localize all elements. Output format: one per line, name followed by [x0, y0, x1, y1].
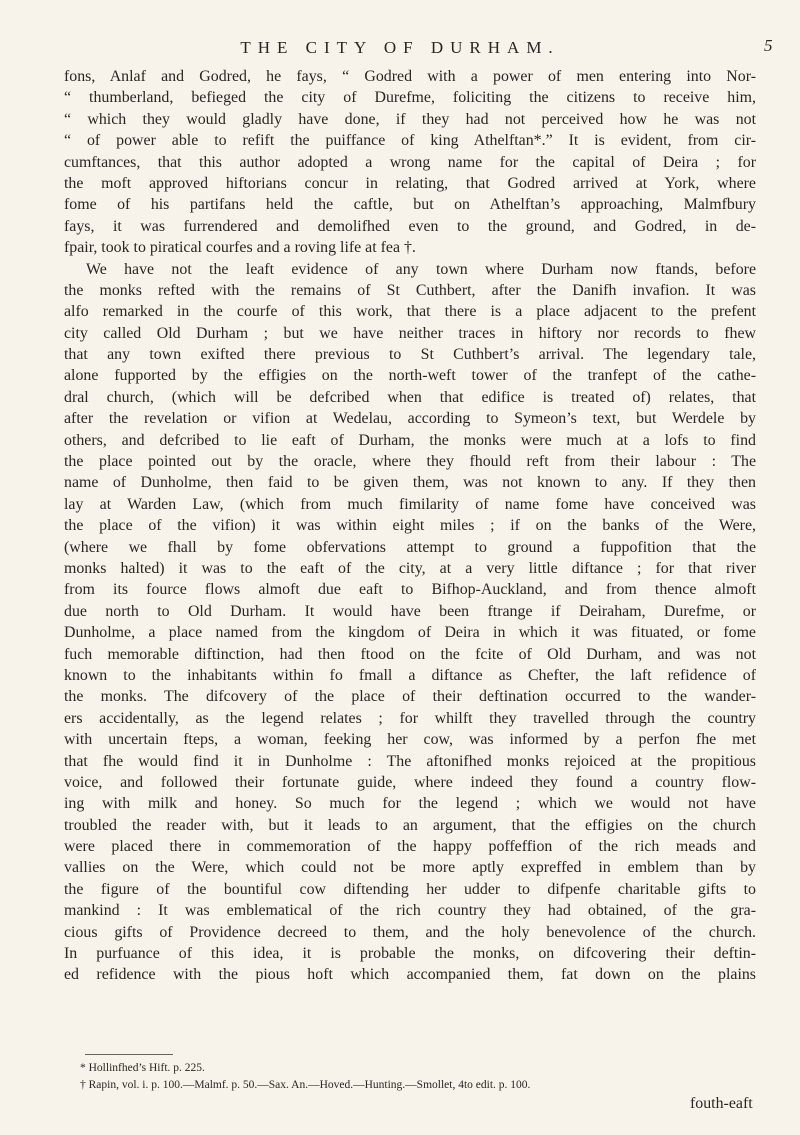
text-line: monks halted) it was to the eaft of the city, at a very little diftance ; for that river [64, 559, 756, 577]
text-line: that fhe would find it in Dunholme : The aftonifhed monks rejoiced at the propitious [64, 752, 756, 770]
text-line: the monks. The difcovery of the place of their deftination occurred to the wander- [64, 688, 756, 706]
page-number: 5 [764, 36, 773, 55]
text-line: ed refidence with the pious hoft which accompanied them, fat down on the plains [64, 966, 756, 984]
text-line: voice, and followed their fortunate guide, where indeed they found a country flow- [64, 773, 756, 791]
text-line: fome of his partifans held the caftle, but on Athelftan’s approaching, Malmfbury [64, 196, 756, 214]
text-line: cumftances, that this author adopted a wrong name for the capital of Deira ; for [64, 153, 756, 171]
text-line: mankind : It was emblematical of the rich country they had obtained, of the gra- [64, 902, 756, 920]
text-line: the monks refted with the remains of St Cuthbert, after the Danifh invafion. It was [64, 281, 756, 299]
text-line: known to the inhabitants within fo fmall a diftance as Chefter, the laft refidence of [64, 666, 756, 684]
text-line: troubled the reader with, but it leads to an argument, that the effigies on the church [64, 816, 756, 834]
running-head: THE CITY OF DURHAM. [240, 38, 560, 57]
text-line: fuch memorable diftinction, had then ftood on the fcite of Old Durham, and was not [64, 645, 756, 663]
text-line: fays, it was furrendered and demolifhed even to the ground, and Godred, in de- [64, 217, 756, 235]
text-line: alone fupported by the effigies on the north-weft tower of the tranfept of the cathe- [64, 367, 756, 385]
text-line: with uncertain fteps, a woman, feeking her cow, was informed by a perfon fhe met [64, 731, 756, 749]
text-line: from its fource flows almoft due eaft to Bifhop-Auckland, and from thence almoft [64, 581, 756, 599]
text-line: dral church, (which will be defcribed when that edifice is treated of) relates, that [64, 388, 756, 406]
text-line: city called Old Durham ; but we have neither traces in hiftory nor records to fhew [64, 324, 756, 342]
text-line: We have not the leaft evidence of any town where Durham now ftands, before [86, 260, 756, 278]
text-line: “ of power able to refift the puiffance of king Athelftan*.” It is evident, from cir- [64, 132, 756, 150]
text-line: alfo remarked in the courfe of this work, that there is a place adjacent to the prefent [64, 303, 756, 321]
text-line: the moft approved hiftorians concur in relating, that Godred arrived at York, where [64, 174, 756, 192]
text-line: fpair, took to piratical courfes and a roving life at fea †. [64, 239, 416, 257]
footnote: † Rapin, vol. i. p. 100.—Malmf. p. 50.—Sax. An.—Hoved.—Hunting.—Smollet, 4to edit. p. 100. [80, 1079, 531, 1091]
text-line: “ thumberland, befieged the city of Durefme, foliciting the citizens to receive him, [64, 89, 756, 107]
body-text [64, 66, 756, 986]
text-line: the figure of the bountiful cow diftending her udder to difpenfe charitable gifts to [64, 880, 756, 898]
text-line: (where we fhall by fome obfervations attempt to ground a fuppofition that the [64, 538, 756, 556]
text-line: due north to Old Durham. It would have been ftrange if Deiraham, Durefme, or [64, 602, 756, 620]
text-line: after the revelation or vifion at Wedelau, according to Symeon’s text, but Werdele by [64, 410, 756, 428]
text-line: Dunholme, a place named from the kingdom of Deira in which it was fituated, or fome [64, 624, 756, 642]
footnote-rule [85, 1054, 173, 1055]
text-line: vallies on the Were, which could not be more aptly expreffed in emblem than by [64, 859, 756, 877]
text-line: name of Dunholme, then faid to be given them, was not known to any. If they then [64, 474, 756, 492]
text-line: In purfuance of this idea, it is probable the monks, on difcovering their deftin- [64, 945, 756, 963]
footnote: * Hollinfhed’s Hift. p. 225. [80, 1062, 205, 1074]
text-line: ers accidentally, as the legend relates ; for whilft they travelled through the country [64, 709, 756, 727]
text-line: lay at Warden Law, (which from much fimilarity of name fome have conceived was [64, 495, 756, 513]
text-line: others, and defcribed to lie eaft of Durham, the monks were much at a lofs to find [64, 431, 756, 449]
text-line: the place of the vifion) it was within eight miles ; if on the banks of the Were, [64, 517, 756, 535]
text-line: were placed there in commemoration of the happy poffeffion of the rich meads and [64, 838, 756, 856]
text-line: the place pointed out by the oracle, where they fhould reft from their labour : The [64, 453, 756, 471]
text-line: “ which they would gladly have done, if they had not perceived how he was not [64, 110, 756, 128]
text-line: that any town exifted there previous to St Cuthbert’s arrival. The legendary tale, [64, 346, 756, 364]
footnotes [80, 1060, 756, 1094]
text-line: ing with milk and honey. So much for the legend ; which we would not have [64, 795, 756, 813]
text-line: fons, Anlaf and Godred, he fays, “ Godred with a power of men entering into Nor- [64, 68, 756, 85]
text-line: cious gifts of Providence decreed to them, and the holy benevolence of the church. [64, 923, 756, 941]
catchword: fouth-eaft [690, 1095, 753, 1112]
